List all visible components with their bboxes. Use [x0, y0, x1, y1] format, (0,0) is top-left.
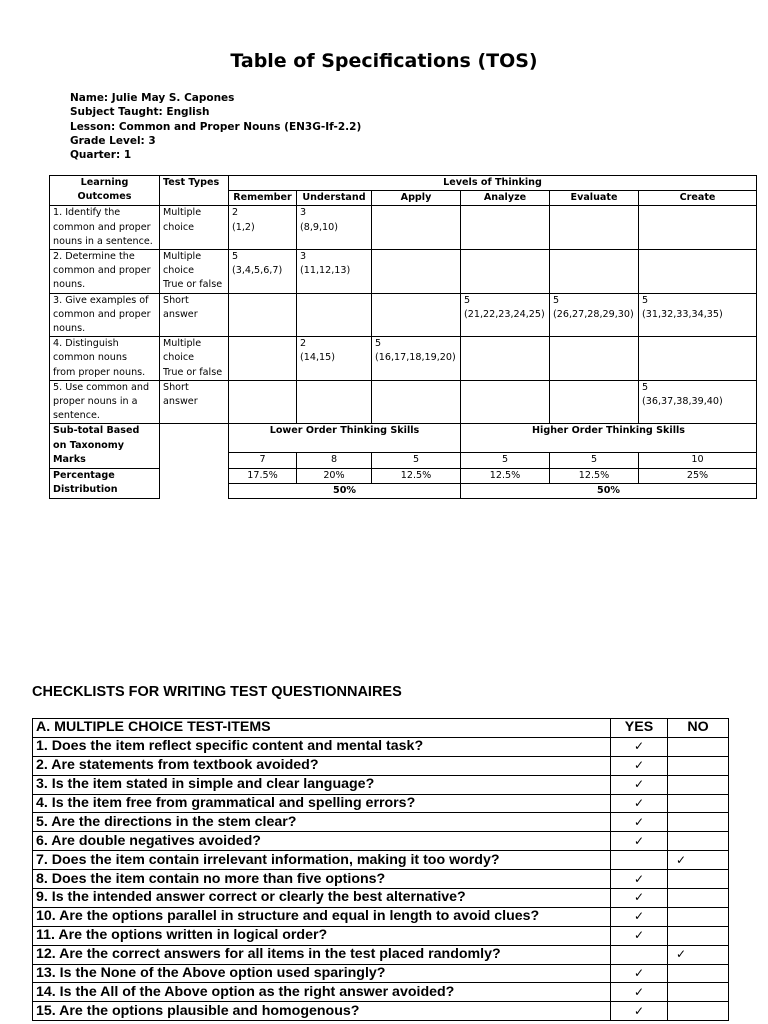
level-header: Understand [297, 191, 372, 206]
learning-outcome-line: 2. Determine the [53, 251, 135, 263]
item-cell [550, 250, 639, 294]
yes-check-cell: ✓ [611, 756, 668, 775]
checklist-question: 6. Are double negatives avoided? [33, 832, 611, 851]
subtotal-value: 8 [297, 453, 372, 468]
item-count: 3 [300, 207, 307, 219]
item-cell [461, 206, 550, 250]
test-type-cell [160, 337, 229, 381]
lesson: Lesson: Common and Proper Nouns (EN3G-If-2.2) [70, 120, 362, 133]
test-type-line: choice [163, 265, 195, 277]
header-levels-of-thinking: Levels of Thinking [229, 176, 757, 191]
item-cell [297, 337, 372, 381]
checklist-question: 10. Are the options parallel in structure and equal in length to avoid clues? [33, 907, 611, 926]
no-check-cell [668, 813, 729, 832]
item-cell [550, 206, 639, 250]
item-count: 3 [300, 251, 307, 263]
checklist-row [33, 907, 729, 926]
learning-outcome-line: 5. Use common and [53, 381, 150, 393]
no-check-cell: ✓ [668, 945, 729, 964]
subtotal-value: 5 [461, 453, 550, 468]
test-type-line: choice [163, 221, 195, 233]
checklist-question: 13. Is the None of the Above option used sparingly? [33, 964, 611, 983]
teacher-name: Name: Julie May S. Capones [70, 92, 235, 104]
learning-outcome-cell [50, 380, 160, 424]
learning-outcome-line: common and proper [53, 265, 151, 277]
checklist-row [33, 794, 729, 813]
yes-check-cell [611, 945, 668, 964]
checklist-question: 14. Is the All of the Above option as the right answer avoided? [33, 983, 611, 1002]
item-count: 2 [300, 338, 307, 350]
checklist-question: 4. Is the item free from grammatical and spelling errors? [33, 794, 611, 813]
item-numbers: (36,37,38,39,40) [642, 396, 723, 408]
tos-row [50, 293, 757, 337]
item-cell [372, 293, 461, 337]
test-type-line: True or false [163, 366, 223, 378]
yes-check-cell: ✓ [611, 889, 668, 908]
yes-check-cell: ✓ [611, 926, 668, 945]
learning-outcome-line: common and proper [53, 221, 151, 233]
learning-outcome-line: 3. Give examples of [53, 294, 149, 306]
item-numbers: (16,17,18,19,20) [375, 352, 456, 364]
no-check-cell [668, 983, 729, 1002]
test-type-line: answer [163, 396, 198, 408]
checklist-title: CHECKLISTS FOR WRITING TEST QUESTIONNAIRES [32, 684, 402, 700]
checklist-question: 2. Are statements from textbook avoided? [33, 756, 611, 775]
yes-check-cell: ✓ [611, 794, 668, 813]
checklist-row [33, 832, 729, 851]
item-cell [297, 380, 372, 424]
no-header: NO [668, 719, 729, 738]
yes-check-cell: ✓ [611, 907, 668, 926]
no-check-cell [668, 794, 729, 813]
checklist-question: 3. Is the item stated in simple and clear language? [33, 775, 611, 794]
checklist-row [33, 756, 729, 775]
percentage-value: 25% [639, 468, 757, 483]
yes-check-cell: ✓ [611, 813, 668, 832]
item-numbers: (14,15) [300, 352, 335, 364]
item-numbers: (8,9,10) [300, 221, 339, 233]
no-check-cell [668, 907, 729, 926]
item-cell [229, 380, 297, 424]
level-header: Create [639, 191, 757, 206]
item-cell [372, 206, 461, 250]
item-cell [297, 250, 372, 294]
learning-outcome-cell [50, 250, 160, 294]
yes-check-cell: ✓ [611, 983, 668, 1002]
no-check-cell [668, 926, 729, 945]
yes-check-cell: ✓ [611, 832, 668, 851]
item-cell [461, 250, 550, 294]
lower-order-total: 50% [229, 483, 461, 498]
checklist-question: 8. Does the item contain no more than five options? [33, 870, 611, 889]
checklist-question: 11. Are the options written in logical order? [33, 926, 611, 945]
learning-outcome-cell [50, 293, 160, 337]
checklist-row [33, 737, 729, 756]
checklist-row [33, 870, 729, 889]
item-cell [639, 250, 757, 294]
header-learning-outcomes: Learning Outcomes [50, 176, 160, 206]
item-cell [297, 206, 372, 250]
item-cell [550, 380, 639, 424]
learning-outcome-line: common nouns [53, 352, 127, 364]
level-header: Apply [372, 191, 461, 206]
yes-check-cell [611, 851, 668, 870]
percentage-value: 20% [297, 468, 372, 483]
subtotal-value: 5 [550, 453, 639, 468]
yes-check-cell: ✓ [611, 870, 668, 889]
checklist-question: 5. Are the directions in the stem clear? [33, 813, 611, 832]
checklist-row [33, 983, 729, 1002]
item-cell [229, 293, 297, 337]
yes-check-cell: ✓ [611, 1002, 668, 1021]
no-check-cell [668, 737, 729, 756]
checklist-row [33, 775, 729, 794]
item-count: 5 [642, 294, 649, 306]
level-header: Analyze [461, 191, 550, 206]
item-count: 5 [642, 381, 649, 393]
item-cell [461, 337, 550, 381]
no-check-cell [668, 964, 729, 983]
checklist-row [33, 945, 729, 964]
lower-order-label: Lower Order Thinking Skills [229, 424, 461, 453]
checklist-row [33, 851, 729, 870]
learning-outcome-line: nouns in a sentence. [53, 235, 153, 247]
test-type-line: True or false [163, 279, 223, 291]
test-type-line: Short [163, 381, 189, 393]
item-count: 2 [232, 207, 239, 219]
subtotal-value: 10 [639, 453, 757, 468]
learning-outcome-line: nouns. [53, 323, 86, 335]
subtotal-label: Sub-total Based on Taxonomy [50, 424, 160, 453]
quarter: Quarter: 1 [70, 149, 132, 162]
percentage-value: 17.5% [229, 468, 297, 483]
item-cell [639, 293, 757, 337]
item-numbers: (31,32,33,34,35) [642, 308, 723, 320]
higher-order-total: 50% [461, 483, 757, 498]
no-check-cell [668, 832, 729, 851]
test-type-line: answer [163, 308, 198, 320]
item-cell [461, 293, 550, 337]
checklist-question: 9. Is the intended answer correct or clearly the best alternative? [33, 889, 611, 908]
subtotal-value: 5 [372, 453, 461, 468]
no-check-cell [668, 756, 729, 775]
item-numbers: (3,4,5,6,7) [232, 265, 283, 277]
checklist-question: 1. Does the item reflect specific content and mental task? [33, 737, 611, 756]
no-check-cell [668, 1002, 729, 1021]
yes-check-cell: ✓ [611, 737, 668, 756]
subtotal-value: 7 [229, 453, 297, 468]
item-numbers: (11,12,13) [300, 265, 351, 277]
learning-outcome-line: from proper nouns. [53, 366, 146, 378]
item-cell [639, 380, 757, 424]
learning-outcome-line: nouns. [53, 279, 86, 291]
test-type-line: Multiple [163, 207, 202, 219]
page-title: Table of Specifications (TOS) [230, 50, 538, 72]
tos-row [50, 337, 757, 381]
learning-outcome-line: proper nouns in a [53, 396, 138, 408]
item-cell [639, 337, 757, 381]
yes-check-cell: ✓ [611, 964, 668, 983]
item-count: 5 [375, 338, 382, 350]
checklist-row [33, 889, 729, 908]
checklist-section-label: A. MULTIPLE CHOICE TEST-ITEMS [33, 719, 611, 738]
item-cell [229, 250, 297, 294]
test-type-cell [160, 250, 229, 294]
higher-order-label: Higher Order Thinking Skills [461, 424, 757, 453]
test-type-line: Short [163, 294, 189, 306]
item-numbers: (21,22,23,24,25) [464, 308, 545, 320]
test-type-cell [160, 380, 229, 424]
item-numbers: (26,27,28,29,30) [553, 308, 634, 320]
learning-outcome-line: sentence. [53, 410, 100, 422]
checklist-row [33, 1002, 729, 1021]
percentage-value: 12.5% [550, 468, 639, 483]
item-cell [372, 337, 461, 381]
item-cell [550, 293, 639, 337]
test-type-line: Multiple [163, 338, 202, 350]
item-cell [372, 250, 461, 294]
item-cell [229, 206, 297, 250]
level-header: Remember [229, 191, 297, 206]
test-type-cell [160, 293, 229, 337]
item-cell [372, 380, 461, 424]
checklist-question: 15. Are the options plausible and homogenous? [33, 1002, 611, 1021]
learning-outcome-line: 4. Distinguish [53, 338, 119, 350]
no-check-cell [668, 889, 729, 908]
item-cell [461, 380, 550, 424]
learning-outcome-cell [50, 337, 160, 381]
test-type-line: Multiple [163, 251, 202, 263]
test-type-cell [160, 206, 229, 250]
yes-header: YES [611, 719, 668, 738]
tos-table [49, 175, 757, 499]
item-count: 5 [232, 251, 239, 263]
tos-row [50, 380, 757, 424]
checklist-table [32, 718, 729, 1021]
item-cell [550, 337, 639, 381]
learning-outcome-cell [50, 206, 160, 250]
marks-label: Marks [50, 453, 160, 468]
grade-level: Grade Level: 3 [70, 134, 156, 147]
item-count: 5 [553, 294, 560, 306]
item-cell [229, 337, 297, 381]
tos-row [50, 206, 757, 250]
checklist-question: 7. Does the item contain irrelevant information, making it too wordy? [33, 851, 611, 870]
no-check-cell [668, 775, 729, 794]
tos-row [50, 250, 757, 294]
no-check-cell: ✓ [668, 851, 729, 870]
teacher-info [70, 91, 361, 162]
test-type-line: choice [163, 352, 195, 364]
item-cell [639, 206, 757, 250]
item-count: 5 [464, 294, 471, 306]
learning-outcome-line: common and proper [53, 308, 151, 320]
percentage-value: 12.5% [372, 468, 461, 483]
yes-check-cell: ✓ [611, 775, 668, 794]
no-check-cell [668, 870, 729, 889]
subject-taught: Subject Taught: English [70, 106, 210, 119]
header-test-types: Test Types [160, 176, 229, 206]
checklist-question: 12. Are the correct answers for all items in the test placed randomly? [33, 945, 611, 964]
item-numbers: (1,2) [232, 221, 255, 233]
checklist-row [33, 926, 729, 945]
percentage-value: 12.5% [461, 468, 550, 483]
checklist-row [33, 964, 729, 983]
level-header: Evaluate [550, 191, 639, 206]
learning-outcome-line: 1. Identify the [53, 207, 121, 219]
checklist-row [33, 813, 729, 832]
percentage-label: Percentage Distribution [50, 468, 160, 498]
item-cell [297, 293, 372, 337]
